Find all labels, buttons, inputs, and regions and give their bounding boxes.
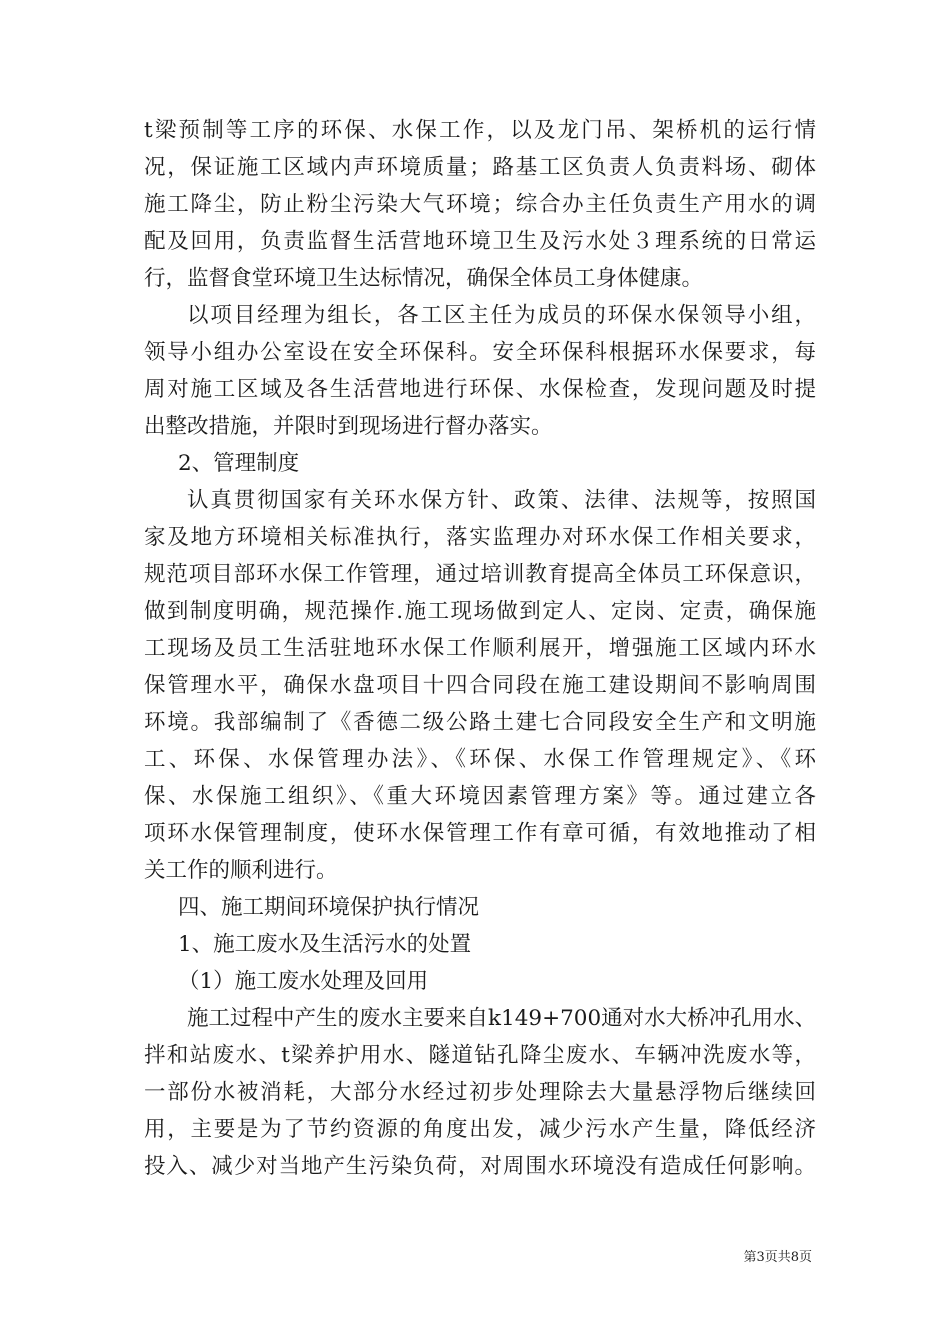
text-line: 关工作的顺利进行。: [144, 858, 338, 883]
body-text: [144, 112, 816, 1185]
text-line: 施工降尘，防止粉尘污染大气环境；综合办主任负责生产用水的调: [144, 192, 816, 217]
text-line: 周对施工区域及各生活营地进行环保、水保检查，发现问题及时提: [144, 377, 816, 402]
text-line: 一部份水被消耗，大部分水经过初步处理除去大量悬浮物后继续回: [144, 1080, 816, 1105]
text-line: 用，主要是为了节约资源的角度出发，减少污水产生量，降低经济: [144, 1117, 816, 1142]
text-line: 环境。我部编制了《香德二级公路土建七合同段安全生产和文明施: [144, 710, 816, 735]
text-line: 投入、减少对当地产生污染负荷，对周围水环境没有造成任何影响。: [144, 1154, 816, 1179]
paragraph-first-line: 以项目经理为组长，各工区主任为成员的环保水保领导小组，: [187, 303, 816, 328]
text-line: 出整改措施，并限时到现场进行督办落实。: [144, 414, 553, 439]
section-heading: 四、施工期间环境保护执行情况: [178, 895, 480, 920]
text-line: 工、环保、水保管理办法》、《环保、水保工作管理规定》、《环: [144, 747, 816, 772]
text-line: 家及地方环境相关标准执行，落实监理办对环水保工作相关要求，: [144, 525, 816, 550]
text-line: 规范项目部环水保工作管理，通过培训教育提高全体员工环保意识，: [144, 562, 816, 587]
text-line: 领导小组办公室设在安全环保科。安全环保科根据环水保要求，每: [144, 340, 816, 365]
text-line: 工现场及员工生活驻地环水保工作顺利展开，增强施工区域内环水: [144, 636, 816, 661]
text-line: 况，保证施工区域内声环境质量；路基工区负责人负责料场、砌体: [144, 155, 816, 180]
text-line: t梁预制等工序的环保、水保工作，以及龙门吊、架桥机的运行情: [144, 118, 816, 143]
text-line: 配及回用，负责监督生活营地环境卫生及污水处３理系统的日常运: [144, 229, 816, 254]
subsection-heading: 1、施工废水及生活污水的处置: [178, 932, 472, 957]
text-line: 项环水保管理制度，使环水保管理工作有章可循，有效地推动了相: [144, 821, 816, 846]
text-line: 拌和站废水、t梁养护用水、隧道钻孔降尘废水、车辆冲洗废水等，: [144, 1043, 816, 1068]
paragraph-first-line: 认真贯彻国家有关环水保方针、政策、法律、法规等，按照国: [187, 488, 816, 513]
subsection-heading: （1）施工废水处理及回用: [178, 969, 429, 994]
text-line: 保管理水平，确保水盘项目十四合同段在施工建设期间不影响周围: [144, 673, 816, 698]
paragraph-first-line: 施工过程中产生的废水主要来自k149+700通对水大桥冲孔用水、: [187, 1006, 817, 1031]
page-number: 第3页共8页: [743, 1250, 812, 1265]
text-line: 行，监督食堂环境卫生达标情况，确保全体员工身体健康。: [144, 266, 704, 291]
section-heading: 2、管理制度: [178, 451, 300, 476]
text-line: 保、水保施工组织》、《重大环境因素管理方案》等。通过建立各: [144, 784, 816, 809]
text-line: 做到制度明确，规范操作.施工现场做到定人、定岗、定责，确保施: [144, 599, 816, 624]
